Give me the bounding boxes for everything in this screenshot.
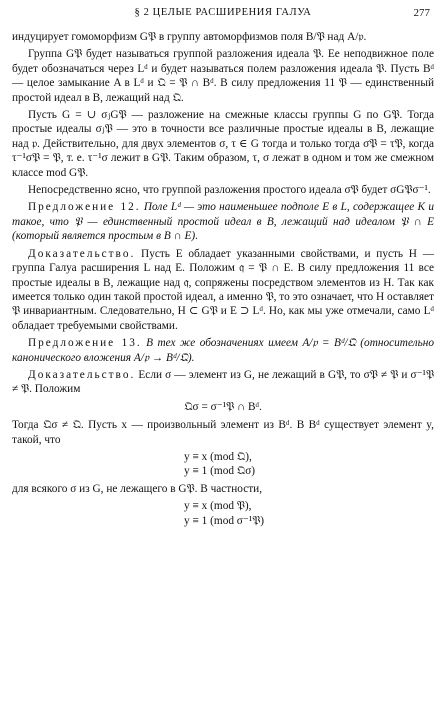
proposition-12 [12, 200, 434, 243]
congruence-formula: y ≡ 1 (mod 𝔔σ) [184, 465, 256, 478]
congruence-formula: y ≡ 1 (mod σ⁻¹𝔓) [184, 514, 265, 527]
proposition-heading: Предложение 13. [28, 337, 142, 350]
section-title: § 2 ЦЕЛЫЕ РАСШИРЕНИЯ ГАЛУА [134, 7, 312, 18]
proof-text: Пусть E обладает указанными свойствами, и пусть H — группа Галуа расширения L над E. Положим 𝔮 = 𝔓 ∩ E. В силу предложения 11 все простые идеалы в B, лежащие над 𝔮, сопряжены посредством элементов из H. Так как имеется только один такой простой идеал, а именно 𝔓, то это означает, что H оставляет 𝔓 инвариантным. Следовательно, H ⊂ G𝔓 и E ⊃ Lᵈ. Но, как мы уже отмечали, само Lᵈ обладает требуемыми свойствами. [12, 247, 434, 332]
page-number: 277 [413, 7, 430, 19]
proposition-statement: Поле Lᵈ — это наименьшее подполе E в L, содержащее K и такое, что 𝔓 — единственный простой идеал в B, лежащий над идеалом 𝔓 ∩ E (который является простым в B ∩ E). [12, 201, 434, 243]
proposition-heading: Предложение 12. [28, 201, 141, 214]
paragraph: Непосредственно ясно, что группой разложения простого идеала σ𝔓 будет σG𝔓σ⁻¹. [28, 184, 431, 197]
congruence-formula: y ≡ x (mod 𝔓), [184, 500, 252, 513]
paragraph: Группа G𝔓 будет называться группой разложения идеала 𝔓. Ее неподвижное поле будет обозначаться через Lᵈ и будет называться полем разложения идеала 𝔓. Пусть Bᵈ — целое замыкание A в Lᵈ и 𝔔 = 𝔓 ∩ Bᵈ. В силу предложения 11 𝔓 — единственный простой идеал в B, лежащий над 𝔔. [12, 48, 434, 104]
proposition-13 [12, 336, 434, 365]
display-formula: 𝔔σ = σ⁻¹𝔓 ∩ Bᵈ. [184, 400, 262, 413]
proof [12, 368, 434, 397]
proof-heading: Доказательство. [28, 368, 136, 381]
proof [12, 247, 434, 333]
proposition-statement: В тех же обозначениях имеем A/𝔭 = Bᵈ/𝔔 (относительно канонического вложения A/𝔭 → Bᵈ/𝔔). [12, 337, 434, 364]
paragraph: индуцирует гомоморфизм G𝔓 в группу автоморфизмов поля B/𝔓 над A/𝔭. [12, 31, 367, 43]
congruence-formula: y ≡ x (mod 𝔔), [184, 450, 252, 463]
paragraph: Тогда 𝔔σ ≠ 𝔔. Пусть x — произвольный элемент из Bᵈ. В Bᵈ существует элемент y, такой, что [12, 419, 434, 446]
paragraph: Пусть G = ∪ σⱼG𝔓 — разложение на смежные классы группы G по G𝔓. Тогда простые идеалы σⱼ𝔓 — это в точности все различные простые идеалы в B, лежащие над 𝔭. Действительно, для двух элементов σ, τ ∈ G тогда и только тогда σ𝔓 = τ𝔓, когда τ⁻¹σ𝔓 = 𝔓, т. е. τ⁻¹σ лежит в G𝔓. Таким образом, τ, σ лежат в одном и том же смежном классе mod G𝔓. [12, 109, 434, 179]
proof-heading: Доказательство. [28, 247, 136, 260]
running-header [12, 6, 434, 22]
proof-text: Если σ — элемент из G, не лежащий в G𝔓, то σ𝔓 ≠ 𝔓 и σ⁻¹𝔓 ≠ 𝔓. Положим [12, 368, 434, 396]
paragraph: для всякого σ из G, не лежащего в G𝔓. В частности, [12, 482, 263, 495]
